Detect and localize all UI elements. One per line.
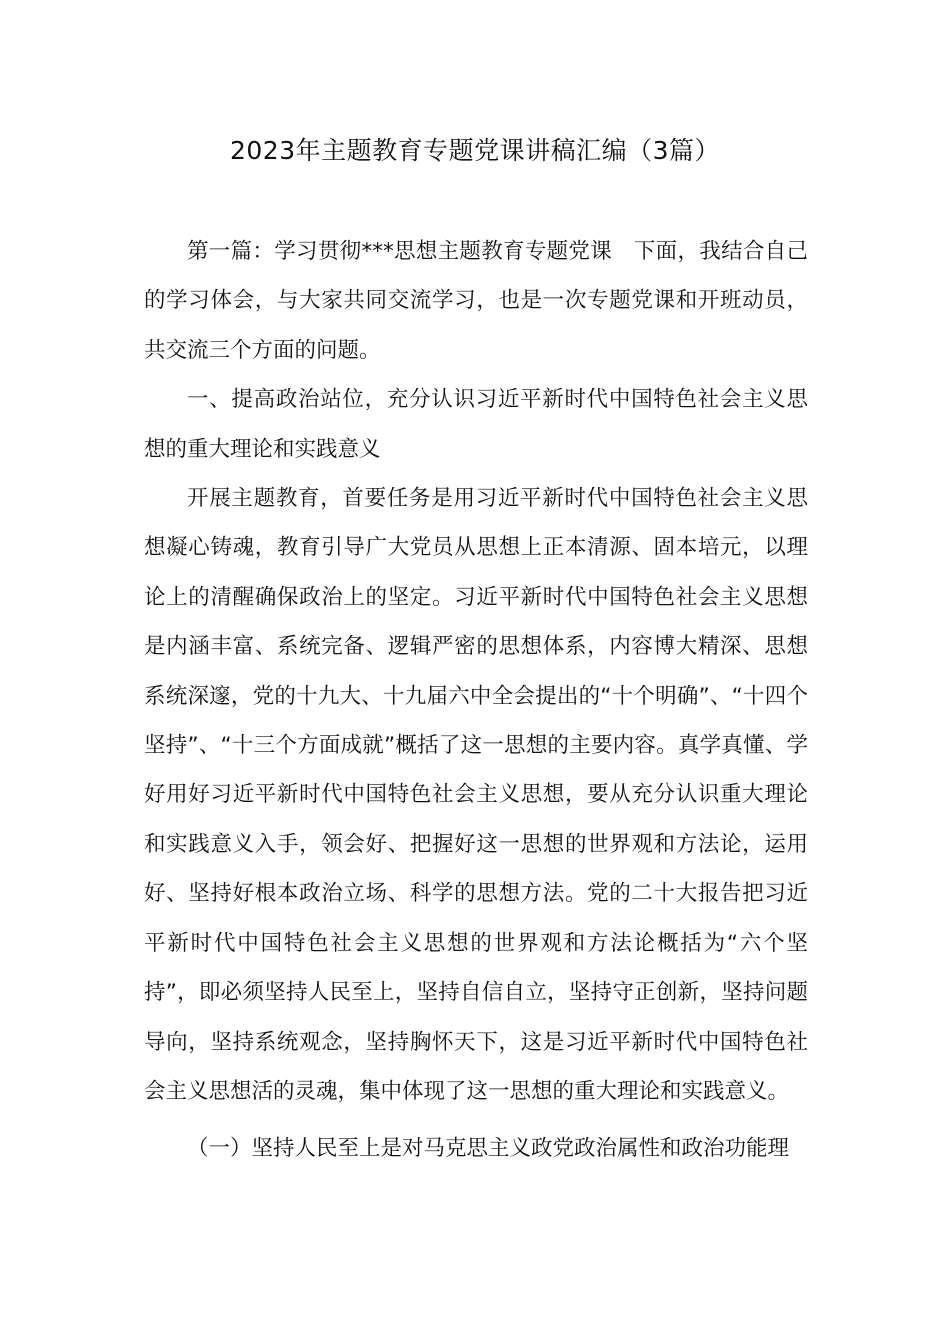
paragraph-intro: 第一篇：学习贯彻***思想主题教育专题党课 下面，我结合自己的学习体会，与大家共同交流学习，也是一次专题党课和开班动员，共交流三个方面的问题。 [144, 239, 808, 363]
document-title: 2023年主题教育专题党课讲稿汇编（3篇） [229, 136, 721, 165]
paragraph-body-1: 开展主题教育，首要任务是用习近平新时代中国特色社会主义思想凝心铸魂，教育引导广大党员从思想上正本清源、固本培元，以理论上的清醒确保政治上的坚定。习近平新时代中国特色社会主义思想是内涵丰富、系统完备、逻辑严密的思想体系，内容博大精深、思想系统深邃，党的十九大、十九届六中全会提出的“十个明确”、“十四个坚持”、“十三个方面成就”概括了这一思想的主要内容。真学真懂、学好用好习近平新时代中国特色社会主义思想，要从充分认识重大理论和实践意义入手，领会好、把握好这一思想的世界观和方法论，运用好、坚持好根本政治立场、科学的思想方法。党的二十大报告把习近平新时代中国特色社会主义思想的世界观和方法论概括为“六个坚持”，即必须坚持人民至上，坚持自信自立，坚持守正创新，坚持问题导向，坚持系统观念，坚持胸怀天下，这是习近平新时代中国特色社会主义思想活的灵魂，集中体现了这一思想的重大理论和实践意义。 [144, 486, 808, 1104]
paragraph-heading-1: 一、提高政治站位，充分认识习近平新时代中国特色社会主义思想的重大理论和实践意义 [144, 387, 808, 462]
paragraph-subheading-1: （一）坚持人民至上是对马克思主义政党政治属性和政治功能理 [187, 1136, 790, 1162]
document-body [144, 227, 808, 1174]
